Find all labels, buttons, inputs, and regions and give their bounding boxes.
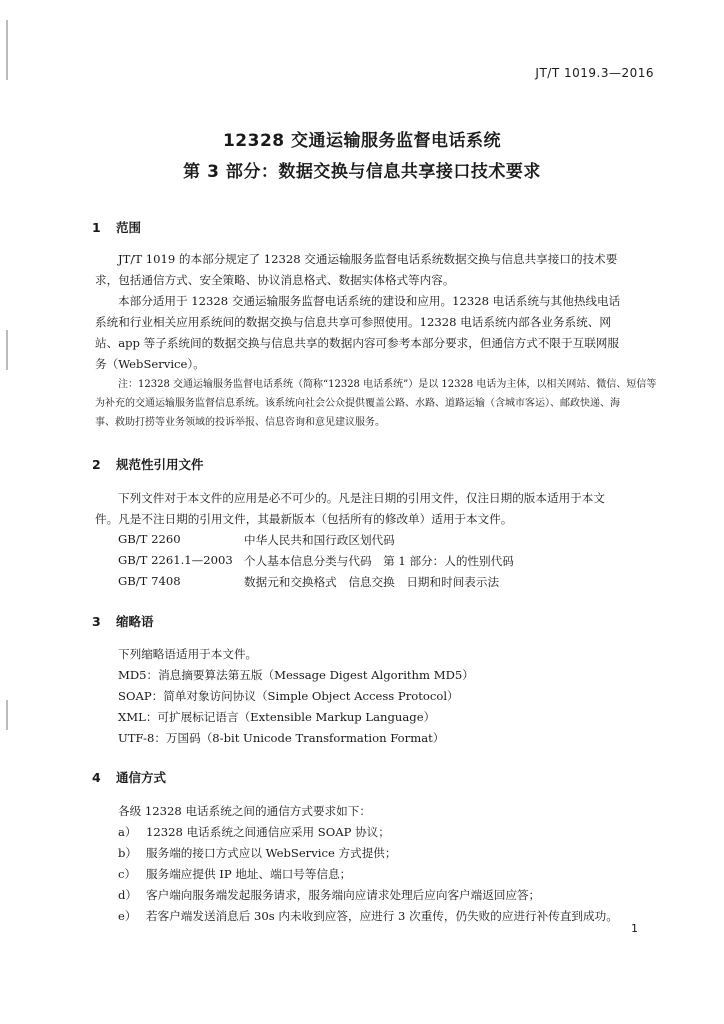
reference-name: 中华人民共和国行政区划代码 <box>244 533 395 547</box>
list-item-label: e） <box>118 909 137 923</box>
abbreviation-item: SOAP：简单对象访问协议（Simple Object Access Protocol） <box>118 689 459 703</box>
document-title-line2: 第 3 部分：数据交换与信息共享接口技术要求 <box>183 162 541 182</box>
document-title-line1: 12328 交通运输服务监督电话系统 <box>222 131 502 151</box>
list-item-text: 服务端的接口方式应以 WebService 方式提供； <box>146 846 397 860</box>
reference-name: 个人基本信息分类与代码 第 1 部分：人的性别代码 <box>244 554 514 568</box>
note-line: 事、救助打捞等业务领域的投诉举报、信息咨询和意见建议服务。 <box>95 417 385 428</box>
paragraph-line: 各级 12328 电话系统之间的通信方式要求如下： <box>118 804 371 818</box>
reference-code: GB/T 2260 <box>118 532 181 546</box>
section-number: 4 <box>92 770 101 785</box>
list-item-label: a） <box>118 825 137 839</box>
paragraph-line: 站、app 等子系统间的数据交换与信息共享的数据内容可参考本部分要求，但通信方式不限于互联网服 <box>95 336 619 350</box>
scan-edge-mark <box>6 330 8 370</box>
paragraph-line: 求，包括通信方式、安全策略、协议消息格式、数据实体格式等内容。 <box>95 273 455 287</box>
section-2-heading <box>92 455 204 473</box>
list-item-text: 客户端向服务端发起服务请求，服务端向应请求处理后应向客户端返回应答； <box>146 888 541 902</box>
paragraph-line: 务（WebService）。 <box>95 357 205 371</box>
section-number: 3 <box>92 614 101 629</box>
standard-code: JT/T 1019.3—2016 <box>535 66 654 80</box>
list-item-label: b） <box>118 846 138 860</box>
list-item-label: d） <box>118 888 138 902</box>
reference-name: 数据元和交换格式 信息交换 日期和时间表示法 <box>244 575 500 589</box>
abbreviation-item: XML：可扩展标记语言（Extensible Markup Language） <box>118 710 436 724</box>
section-4-heading <box>92 768 166 786</box>
abbreviation-item: UTF-8：万国码（8-bit Unicode Transformation Format） <box>118 731 445 745</box>
list-item-label: c） <box>118 867 137 881</box>
paragraph-line: 下列缩略语适用于本文件。 <box>118 647 258 661</box>
note-line: 注：12328 交通运输服务监督电话系统（简称“12328 电话系统”）是以 12328 电话为主体，以相关网站、微信、短信等 <box>118 379 657 390</box>
scan-edge-mark <box>6 700 8 730</box>
reference-code: GB/T 7408 <box>118 574 181 588</box>
section-title: 通信方式 <box>116 770 167 785</box>
list-item-text: 服务端应提供 IP 地址、端口号等信息； <box>146 867 352 881</box>
reference-code: GB/T 2261.1—2003 <box>118 553 233 567</box>
section-number: 1 <box>92 220 101 235</box>
paragraph-line: JT/T 1019 的本部分规定了 12328 交通运输服务监督电话系统数据交换与信息共享接口的技术要 <box>118 252 618 266</box>
paragraph-line: 本部分适用于 12328 交通运输服务监督电话系统的建设和应用。12328 电话系统与其他热线电话 <box>118 294 621 308</box>
list-item-text: 12328 电话系统之间通信应采用 SOAP 协议； <box>146 825 390 839</box>
section-number: 2 <box>92 457 101 472</box>
paragraph-line: 下列文件对于本文件的应用是必不可少的。凡是注日期的引用文件，仅注日期的版本适用于本文 <box>118 491 605 505</box>
list-item-text: 若客户端发送消息后 30s 内未收到应答，应进行 3 次重传，仍失败的应进行补传直到成功。 <box>146 909 618 923</box>
page-number: 1 <box>631 922 638 935</box>
section-3-heading <box>92 612 154 630</box>
paragraph-line: 件。凡是不注日期的引用文件，其最新版本（包括所有的修改单）适用于本文件。 <box>95 512 513 526</box>
section-title: 范围 <box>116 220 142 235</box>
abbreviation-item: MD5：消息摘要算法第五版（Message Digest Algorithm MD5） <box>118 668 474 682</box>
section-1-heading <box>92 218 141 236</box>
note-line: 为补充的交通运输服务监督信息系统。该系统向社会公众提供覆盖公路、水路、道路运输（含城市客运）、邮政快递、海 <box>95 398 620 409</box>
section-title: 规范性引用文件 <box>116 457 204 472</box>
scan-edge-mark <box>6 20 8 80</box>
paragraph-line: 系统和行业相关应用系统间的数据交换与信息共享可参照使用。12328 电话系统内部各业务系统、网 <box>95 315 611 329</box>
section-title: 缩略语 <box>116 614 154 629</box>
